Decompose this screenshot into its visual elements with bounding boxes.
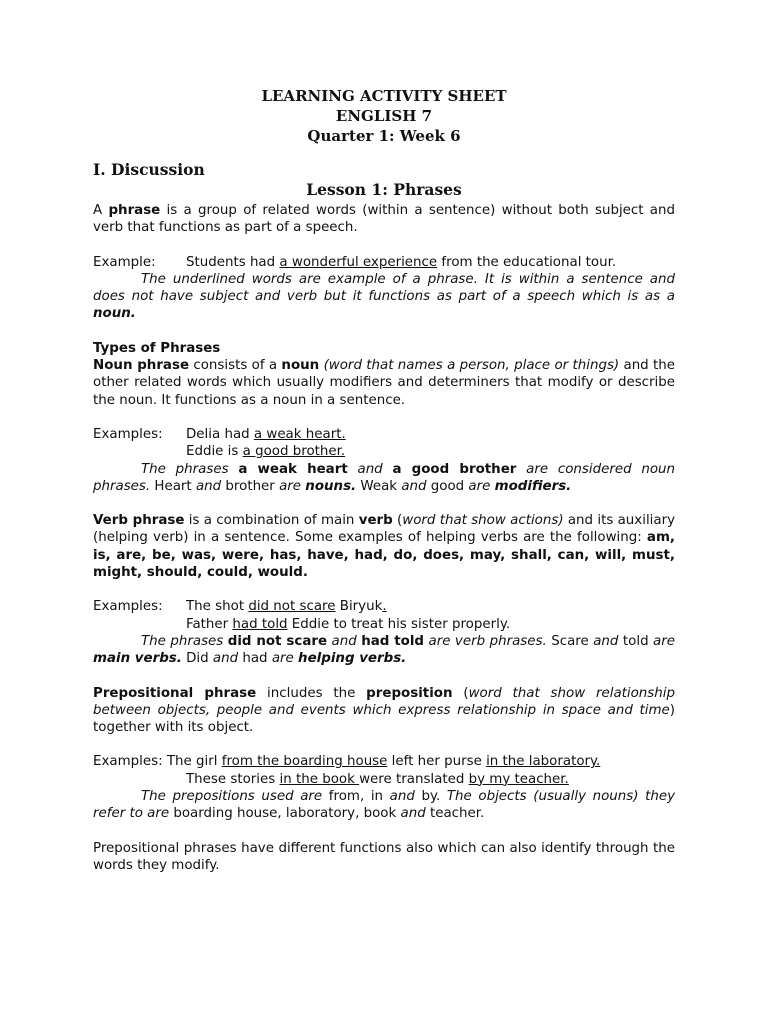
noun-phrase-example-1: Examples: Delia had a weak heart. [93, 426, 346, 442]
subject-title: ENGLISH 7 [335, 107, 433, 125]
lesson-title: Lesson 1: Phrases [306, 180, 462, 199]
sheet-title: LEARNING ACTIVITY SHEET [261, 87, 507, 105]
verb-phrase-definition: Verb phrase is a combination of main verb (word that show actions) and its auxiliary (helping verb) in a sentence. Some examples of helping verbs are the following: am, is, are, be, was, were, has, have, had, do, does, may, shall, can, will, must, might, should, could, would. [93, 513, 676, 581]
example-label: Example: [93, 254, 156, 270]
noun-phrase-example-2: Eddie is a good brother. [186, 444, 346, 460]
noun-phrase-explanation: The phrases a weak heart and a good brother are considered noun phrases. Heart and brother are nouns. Weak and good are modifiers. [93, 461, 675, 494]
verb-phrase-example-1: Examples: The shot did not scare Biryuk. [93, 599, 387, 615]
prepositional-phrase-example-1: Examples: The girl from the boarding house left her purse in the laboratory. [93, 754, 601, 770]
document-body [93, 86, 675, 874]
noun-phrase-definition: Noun phrase consists of a noun (word that names a person, place or things) and the other related words which usually modifiers and determiners that modify or describe the noun. It functions as a noun in a sentence. [93, 358, 675, 408]
section-heading: I. Discussion [93, 160, 205, 179]
closing-paragraph: Prepositional phrases have different functions also which can also identify through the words they modify. [93, 840, 675, 873]
verb-phrase-example-2: Father had told Eddie to treat his sister properly. [186, 616, 511, 632]
examples-label: Examples: [93, 426, 163, 442]
example-sentence: Example: Students had a wonderful experience from the educational tour. [93, 254, 617, 270]
phrase-definition: A phrase is a group of related words (within a sentence) without both subject and verb that functions as part of a speech. [93, 203, 675, 236]
examples-label: Examples: [93, 754, 163, 770]
types-heading: Types of Phrases [93, 340, 221, 356]
quarter-week-title: Quarter 1: Week 6 [307, 127, 461, 145]
prepositional-phrase-explanation: The prepositions used are from, in and by. The objects (usually nouns) they refer to are boarding house, laboratory, book and teacher. [93, 789, 675, 822]
example-explanation: The underlined words are example of a phrase. It is within a sentence and does not have subject and verb but it functions as part of a speech which is as a noun. [93, 271, 675, 322]
prepositional-phrase-definition: Prepositional phrase includes the preposition (word that show relationship between objects, people and events which express relationship in space and time) together with its object. [93, 685, 675, 736]
prepositional-phrase-example-2: These stories in the book were translated by my teacher. [186, 771, 569, 787]
verb-phrase-explanation: The phrases did not scare and had told are verb phrases. Scare and told are main verbs. Did and had are helping verbs. [93, 633, 675, 667]
examples-label: Examples: [93, 599, 163, 615]
